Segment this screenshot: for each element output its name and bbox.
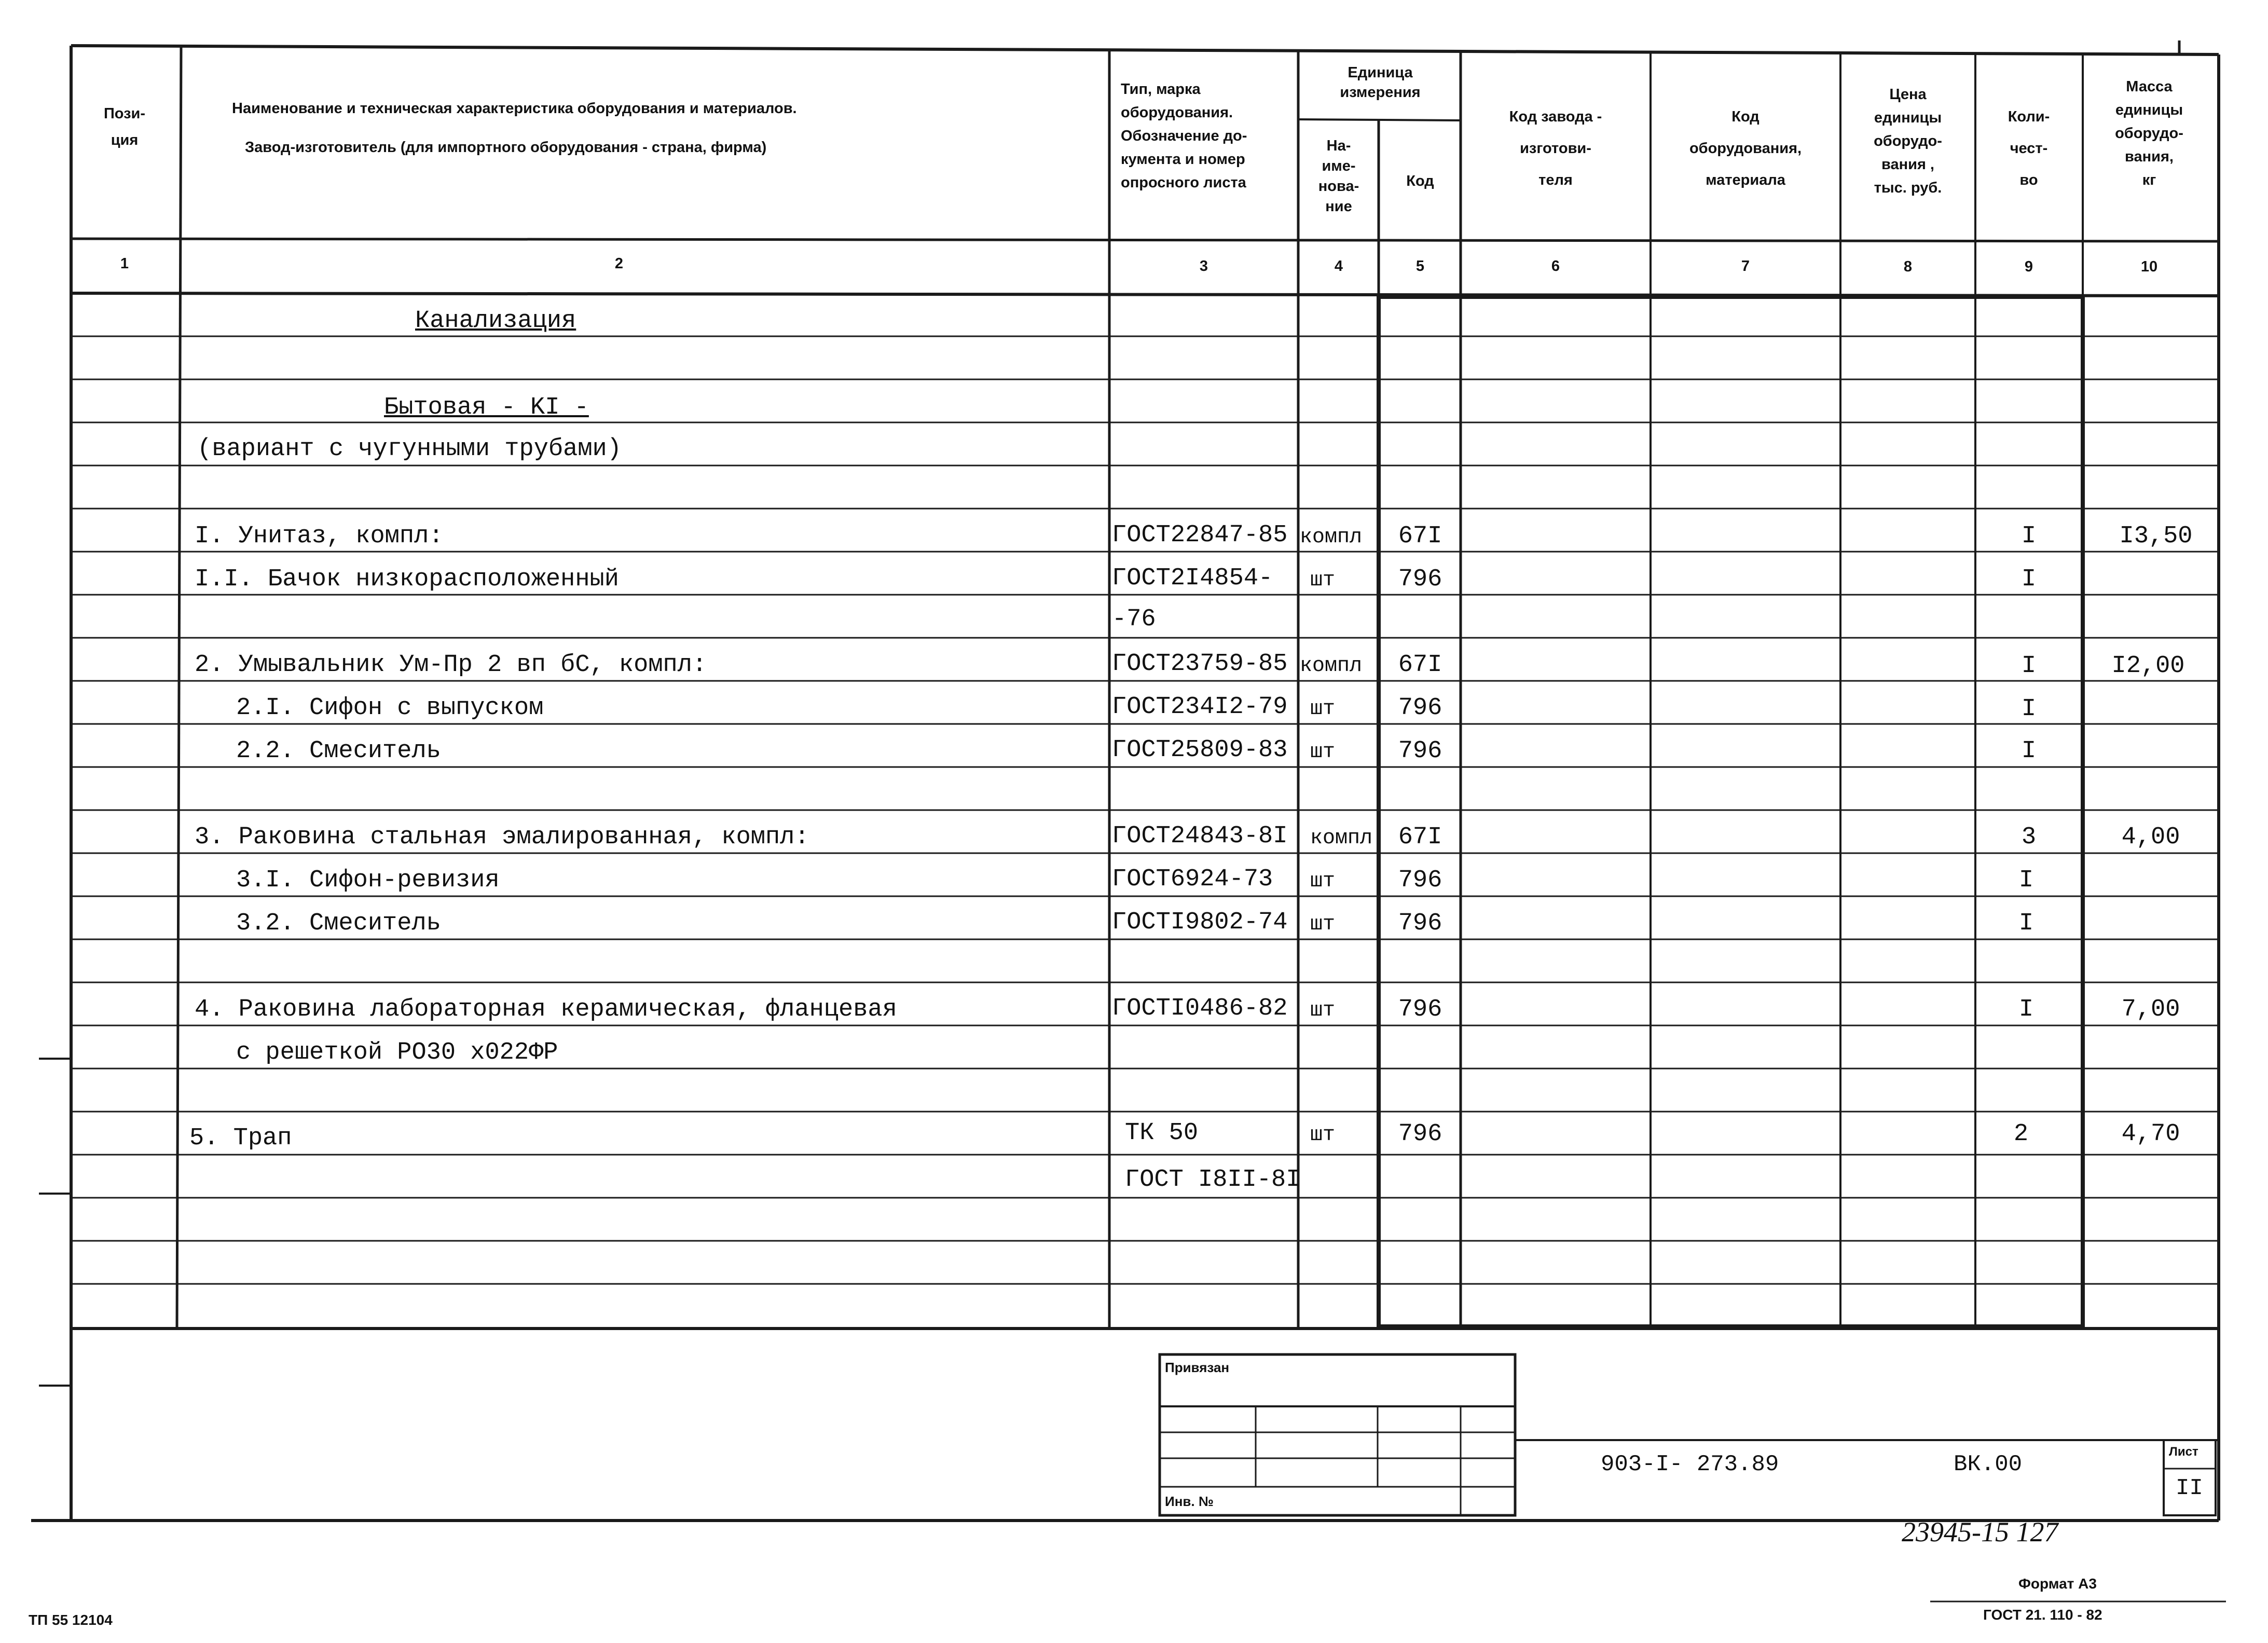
sheet-label: Лист [2169,1445,2198,1459]
column-number: 9 [2024,258,2033,275]
item-type: ГОСТI9802-74 [1112,909,1288,936]
item-mass: I2,00 [2111,652,2185,680]
column-number: 6 [1551,258,1560,275]
standard-label: ГОСТ 21. 110 - 82 [1983,1607,2102,1623]
column-number: 10 [2140,258,2158,275]
item-code: 796 [1398,1120,1442,1148]
item-code: 796 [1398,694,1442,722]
item-code: 67I [1398,523,1442,550]
item-code: 796 [1398,996,1442,1023]
item-type: ГОСТ23759-85 [1112,650,1288,678]
archive-number: 23945-15 127 [1902,1516,2058,1548]
item-type: ГОСТ6924-73 [1112,866,1273,893]
header-unit-code: Код [1406,173,1434,189]
item-code: 796 [1398,867,1442,894]
item-name: 2. Умывальник Ум-Пр 2 вп бС, компл: [195,651,707,679]
stamp-bound-label: Привязан [1165,1360,1230,1375]
item-mass: 4,00 [2121,824,2180,851]
item-quantity: I [2021,695,2037,723]
item-type: ГОСТ2I4854- [1112,565,1273,592]
column-number: 1 [120,255,129,272]
item-name: 2.I. Сифон с выпуском [236,694,544,722]
item-type: ГОСТ234I2-79 [1112,693,1288,721]
item-unit: шт [1310,569,1336,592]
item-name: 3.I. Сифон-ревизия [236,867,500,894]
column-number: 3 [1199,258,1208,275]
item-quantity: I [2018,910,2034,937]
item-code: 67I [1398,651,1442,679]
header-type: Тип, марка оборудования. Обозначение до- кумента и номер опросного листа [1121,81,1247,191]
item-quantity: I [2018,867,2034,894]
document-code: 903-I- 273.89 [1601,1452,1779,1477]
format-label: Формат А3 [2018,1576,2097,1592]
header-factory-code: Код завода - изготови- теля [1509,108,1602,188]
item-name: I.I. Бачок низкорасположенный [195,566,619,593]
subsection-note: (вариант с чугунными трубами) [197,435,622,463]
item-code: 67I [1398,824,1442,851]
header-quantity: Коли- чест- во [2008,108,2050,188]
item-quantity: I [2021,523,2037,550]
item-name: 3. Раковина стальная эмалированная, компл: [195,824,809,851]
item-unit: шт [1310,870,1336,893]
item-name: 3.2. Смеситель [236,910,441,937]
item-code: 796 [1398,566,1442,593]
item-type: ГОСТ25809-83 [1112,736,1288,764]
item-name: 2.2. Смеситель [236,737,441,765]
header-unit-name: На- име- нова- ние [1318,138,1359,215]
item-name: с решеткой РО30 х022ФР [236,1039,558,1066]
item-mass: 7,00 [2121,996,2180,1023]
document-mark: ВК.00 [1954,1452,2023,1477]
item-type: ГОСТ24843-8I [1112,823,1288,850]
header-unit-group: Единица измерения [1340,64,1421,101]
item-unit: шт [1310,741,1336,764]
sheet-number: II [2176,1475,2203,1501]
stamp-inventory-label: Инв. № [1165,1494,1214,1509]
item-quantity: 3 [2021,824,2037,851]
item-unit: шт [1310,697,1336,721]
item-quantity: I [2018,996,2034,1023]
item-name: 5. Трап [189,1125,292,1152]
item-mass: 4,70 [2121,1120,2180,1148]
section-title: Канализация [415,307,576,335]
subsection-title: Бытовая - KI - [384,394,589,421]
tp-label: ТП 55 12104 [29,1612,113,1628]
item-unit: шт [1310,913,1336,936]
item-quantity: I [2021,566,2037,593]
column-number: 7 [1741,258,1750,275]
item-unit: шт [1310,999,1336,1022]
item-name: I. Унитаз, компл: [195,523,444,550]
item-type: ТК 50 [1125,1119,1199,1147]
header-mass: Масса единицы оборудо- вания, кг [2115,78,2183,188]
column-number: 8 [1903,258,1913,275]
item-mass: I3,50 [2119,523,2193,550]
item-unit: компл [1310,827,1373,850]
header-equipment-code: Код оборудования, материала [1689,108,1802,188]
item-type: -76 [1112,606,1156,633]
item-type: ГОСТ22847-85 [1112,522,1288,549]
item-code: 796 [1398,737,1442,765]
column-number: 4 [1334,258,1343,275]
item-unit: компл [1300,526,1363,549]
header-position: Пози- ция [103,105,146,148]
item-name: 4. Раковина лабораторная керамическая, фланцевая [195,996,897,1023]
item-type: ГОСТI0486-82 [1112,995,1288,1022]
item-code: 796 [1398,910,1442,937]
header-name: Наименование и техническая характеристика оборудования и материалов. Завод-изготовитель (для импортного оборудования - страна, фирма) [232,100,797,156]
item-type: ГОСТ I8II-8I [1125,1166,1301,1194]
item-unit: компл [1300,654,1363,678]
item-quantity: I [2021,652,2037,680]
item-quantity: I [2021,737,2037,765]
header-price: Цена единицы оборудо- вания , тыс. руб. [1874,86,1942,196]
item-unit: шт [1310,1124,1336,1147]
column-number: 5 [1415,258,1425,275]
item-quantity: 2 [2013,1120,2029,1148]
column-number: 2 [614,255,624,272]
